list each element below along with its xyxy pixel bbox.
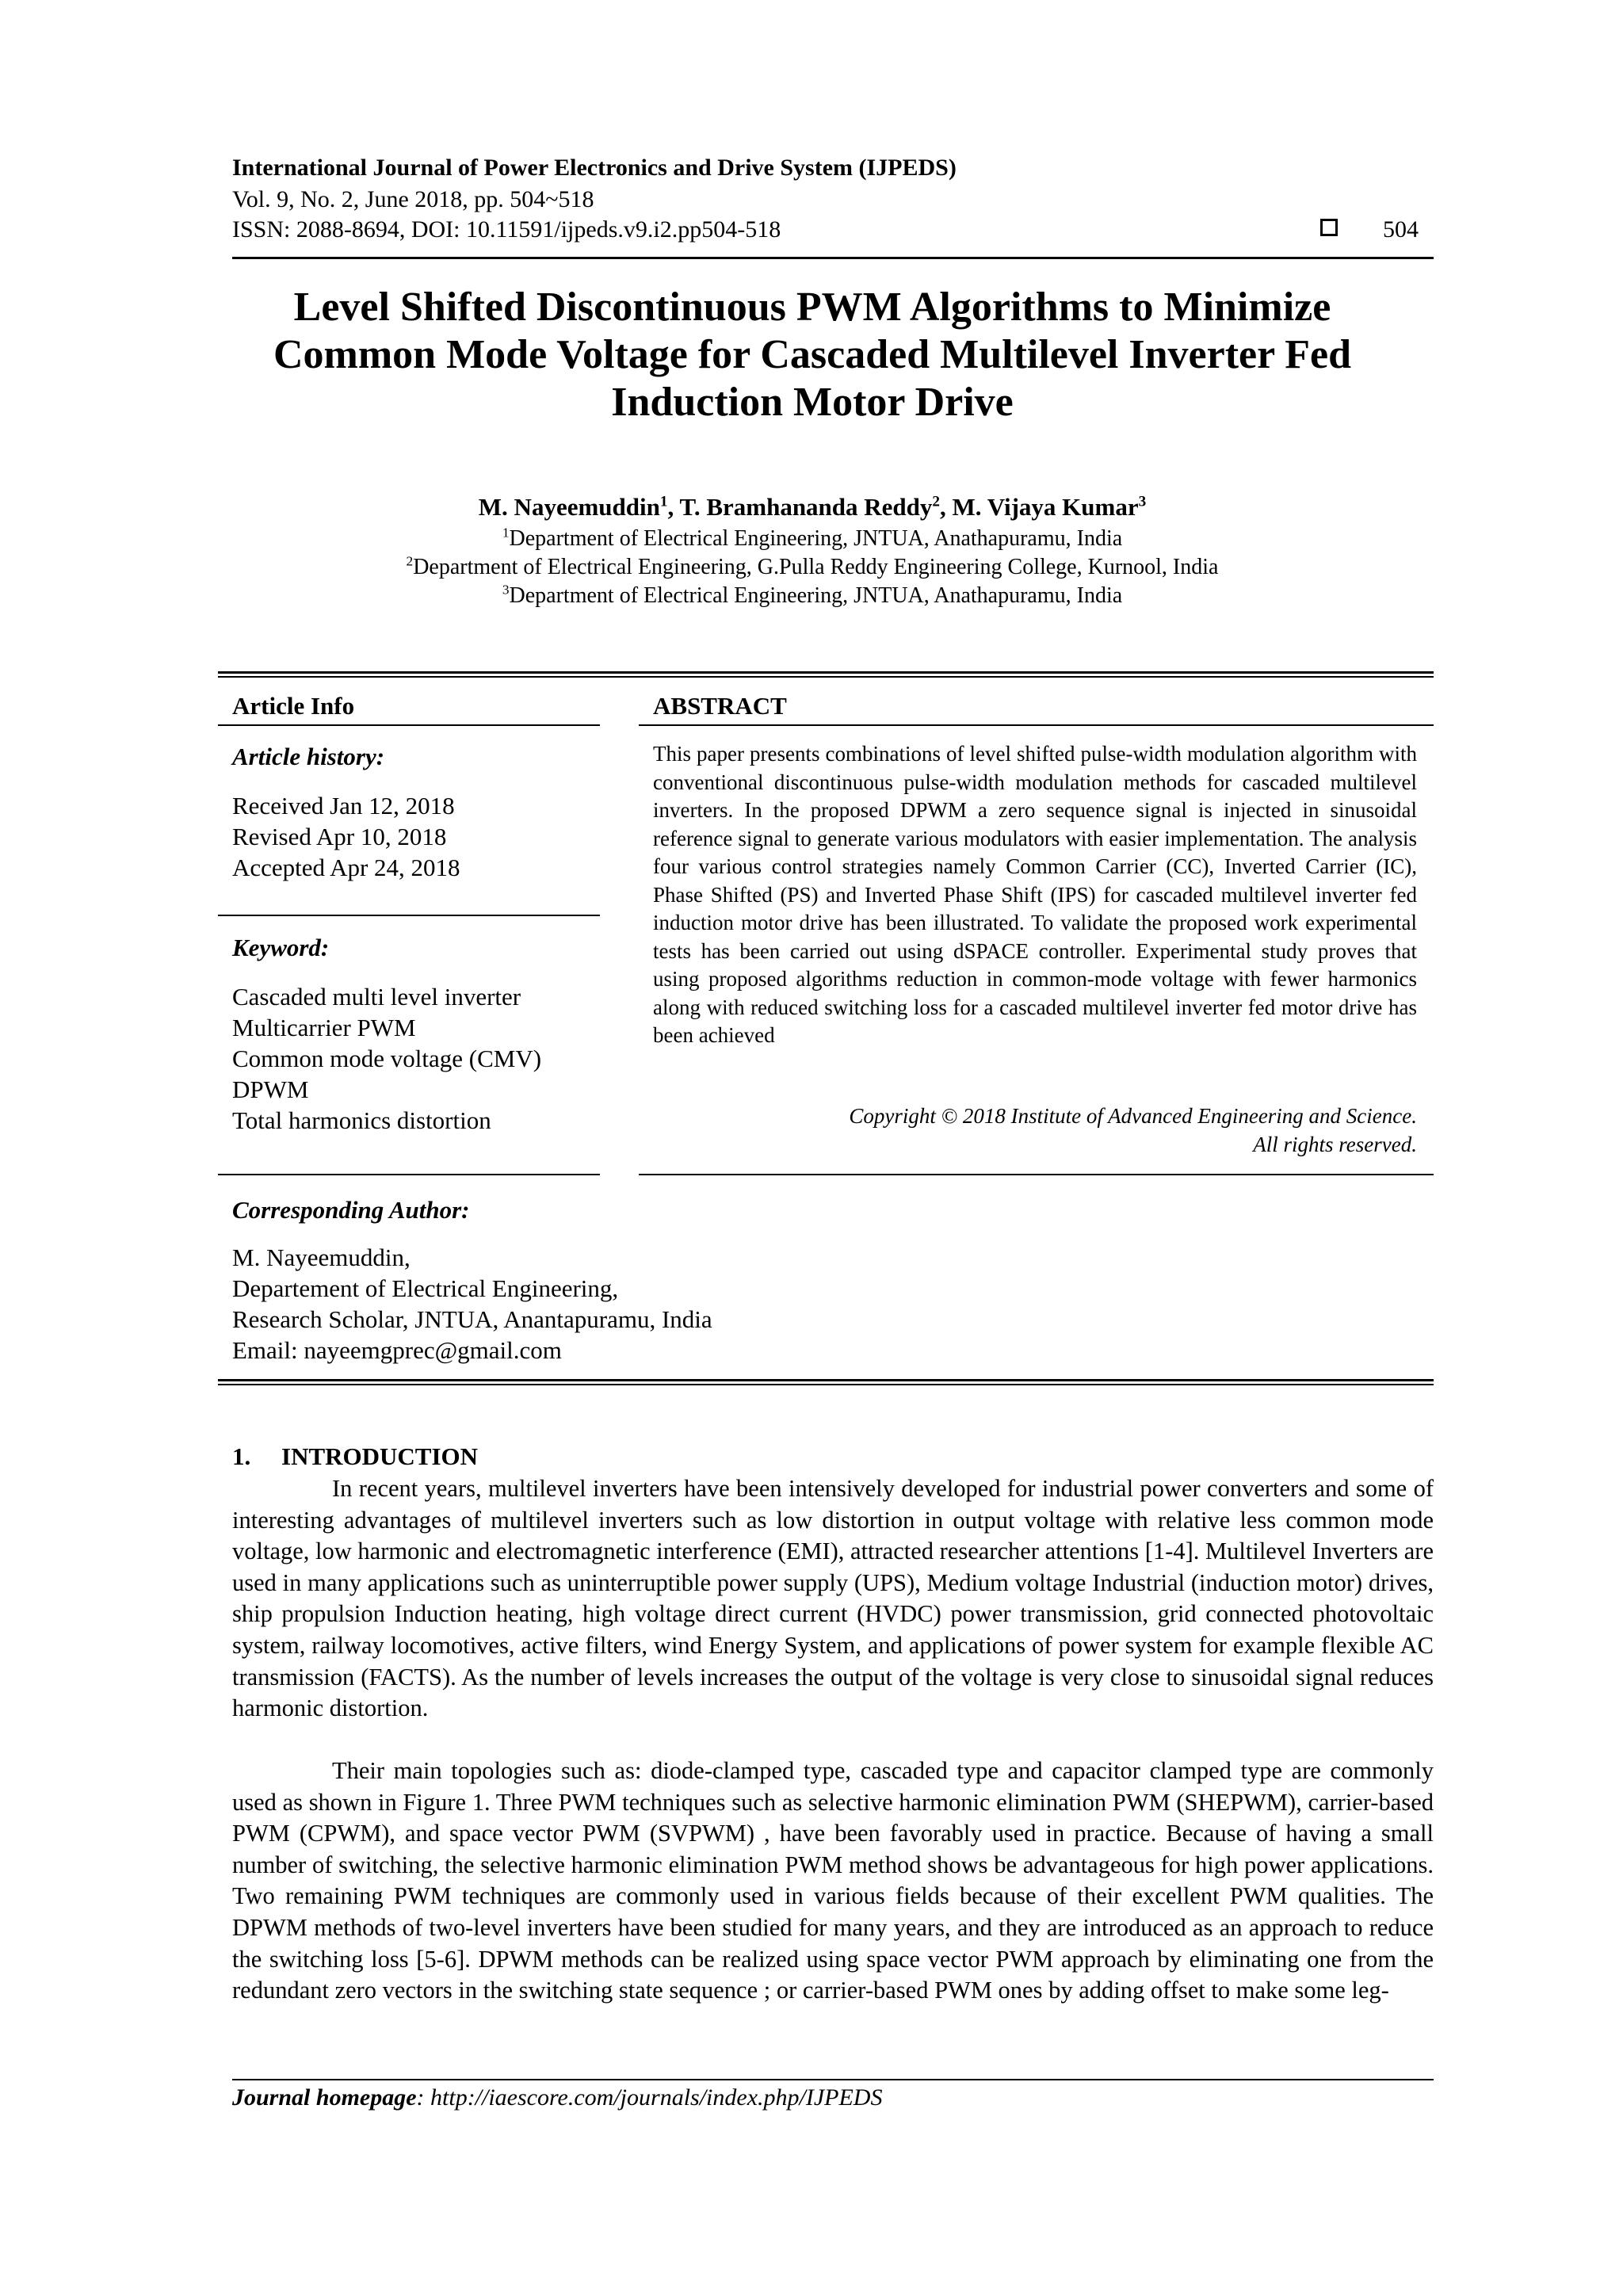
affiliation-text: Department of Electrical Engineering, JNTUA, Anathapuramu, India [509, 583, 1123, 608]
corresponding-line: Departement of Electrical Engineering, [232, 1274, 619, 1302]
abstract-heading: ABSTRACT [653, 692, 787, 720]
author-name: T. Bramhananda Reddy [679, 493, 933, 521]
author-sup: 1 [659, 493, 668, 510]
corresponding-email: Email: nayeemgprec@gmail.com [232, 1336, 562, 1364]
corresponding-author-details [232, 1242, 712, 1366]
abstract-rule [639, 724, 1434, 726]
info-box-bottom-rule [218, 1379, 1434, 1385]
rights-line: All rights reserved. [1253, 1133, 1417, 1156]
header-rule [232, 257, 1434, 259]
author-separator: , [940, 493, 953, 521]
title-line: Level Shifted Discontinuous PWM Algorithms to Minimize [293, 285, 1331, 330]
page-number: 504 [1383, 216, 1419, 243]
author-name: M. Vijaya Kumar [952, 493, 1139, 521]
title-line: Common Mode Voltage for Cascaded Multilevel Inverter Fed [273, 332, 1351, 377]
journal-name: International Journal of Power Electronics and Drive System (IJPEDS) [232, 155, 957, 181]
article-info-rule [218, 724, 600, 726]
checkbox-icon [1320, 219, 1338, 236]
affiliation [182, 526, 1442, 552]
corresponding-line: M. Nayeemuddin, [232, 1244, 411, 1271]
title-line: Induction Motor Drive [611, 380, 1014, 425]
affiliation-sup: 2 [406, 553, 414, 569]
affiliation [182, 583, 1442, 609]
history-item: Revised Apr 10, 2018 [232, 823, 447, 850]
author-separator: , [667, 493, 680, 521]
homepage-url: : http://iaescore.com/journals/index.php/IJPEDS [416, 2084, 883, 2111]
intro-paragraph: In recent years, multilevel inverters have been intensively developed for industrial power converters and some of interesting advantages of multilevel inverters such as low distortion in output voltage with relative less common mode voltage, low harmonic and electromagnetic interference (EMI), attracted researcher attentions [1-4]. Multilevel Inverters are used in many applications such as uninterruptible power supply (UPS), Medium voltage Industrial (induction motor) drives, ship propulsion Induction heating, high voltage direct current (HVDC) power transmission, grid connected photovoltaic system, railway locomotives, active filters, wind Energy System, and applications of power system for example flexible AC transmission (FACTS). As the number of levels increases the output of the voltage is very close to sinusoidal signal reduces harmonic distortion. [232, 1475, 1434, 1722]
history-item: Received Jan 12, 2018 [232, 792, 455, 819]
article-history-heading: Article history: [232, 743, 385, 770]
copyright-line: Copyright © 2018 Institute of Advanced Engineering and Science. [849, 1104, 1417, 1128]
journal-volume: Vol. 9, No. 2, June 2018, pp. 504~518 [232, 186, 594, 212]
author-name: M. Nayeemuddin [478, 493, 660, 521]
affiliation-sup: 1 [502, 525, 510, 541]
journal-issn-doi: ISSN: 2088-8694, DOI: 10.11591/ijpeds.v9.i2.pp504-518 [232, 216, 781, 243]
keyword-rule [218, 915, 600, 916]
homepage-label: Journal homepage [232, 2084, 417, 2111]
affiliation [182, 555, 1442, 580]
abstract-bottom-rule [639, 1174, 1434, 1175]
keyword-list [232, 981, 541, 1136]
corresponding-line: Research Scholar, JNTUA, Anantapuramu, India [232, 1305, 712, 1333]
copyright-notice [653, 1102, 1417, 1159]
keyword-item: Common mode voltage (CMV) [232, 1045, 542, 1072]
article-info-heading: Article Info [232, 692, 355, 720]
info-box-top-rule [218, 671, 1434, 678]
journal-homepage [232, 2084, 882, 2111]
article-info-bottom-rule [218, 1174, 600, 1175]
keyword-item: Multicarrier PWM [232, 1014, 416, 1041]
section-heading-introduction: 1. INTRODUCTION [232, 1442, 479, 1470]
history-item: Accepted Apr 24, 2018 [232, 854, 460, 881]
author-list [182, 493, 1442, 521]
keyword-item: DPWM [232, 1075, 309, 1103]
corresponding-author-heading: Corresponding Author: [232, 1196, 470, 1224]
author-sup: 3 [1138, 493, 1147, 510]
author-sup: 2 [932, 493, 941, 510]
abstract-text: This paper presents combinations of level shifted pulse-width modulation algorithm with conventional discontinuous pulse-width modulation methods for cascaded multilevel inverters. In the proposed DPWM a zero sequence signal is injected in sinusoidal reference signal to generate various modulators with easier implementation. The analysis four various control strategies namely Common Carrier (CC), Inverted Carrier (IC), Phase Shifted (PS) and Inverted Phase Shift (IPS) for cascaded multilevel inverter fed induction motor drive has been illustrated. To validate the proposed work experimental tests has been carried out using dSPACE controller. Experimental study proves that using proposed algorithms reduction in common-mode voltage with fewer harmonics along with reduced switching loss for a cascaded multilevel inverter fed motor drive has been achieved [653, 742, 1417, 1047]
article-history-list [232, 790, 460, 883]
footer-rule [232, 2079, 1434, 2080]
keyword-item: Cascaded multi level inverter [232, 983, 521, 1010]
intro-paragraph: Their main topologies such as: diode-clamped type, cascaded type and capacitor clamped type are commonly used as shown in Figure 1. Three PWM techniques such as selective harmonic elimination PWM (SHEPWM), carrier-based PWM (CPWM), and space vector PWM (SVPWM) , have been favorably used in practice. Because of having a small number of switching, the selective harmonic elimination PWM method shows be advantageous for high power applications. Two remaining PWM techniques are commonly used in various fields because of their excellent PWM qualities. The DPWM methods of two-level inverters have been studied for many years, and they are introduced as an approach to reduce the switching loss [5-6]. DPWM methods can be realized using space vector PWM approach by eliminating one from the redundant zero vectors in the switching state sequence ; or carrier-based PWM ones by adding offset to make some leg- [232, 1757, 1434, 2004]
affiliation-text: Department of Electrical Engineering, G.Pulla Reddy Engineering College, Kurnool, India [413, 555, 1219, 579]
keyword-item: Total harmonics distortion [232, 1106, 491, 1134]
keyword-heading: Keyword: [232, 934, 330, 961]
paper-title [182, 284, 1442, 426]
affiliation-sup: 3 [502, 582, 510, 598]
affiliation-text: Department of Electrical Engineering, JNTUA, Anathapuramu, India [509, 526, 1123, 551]
